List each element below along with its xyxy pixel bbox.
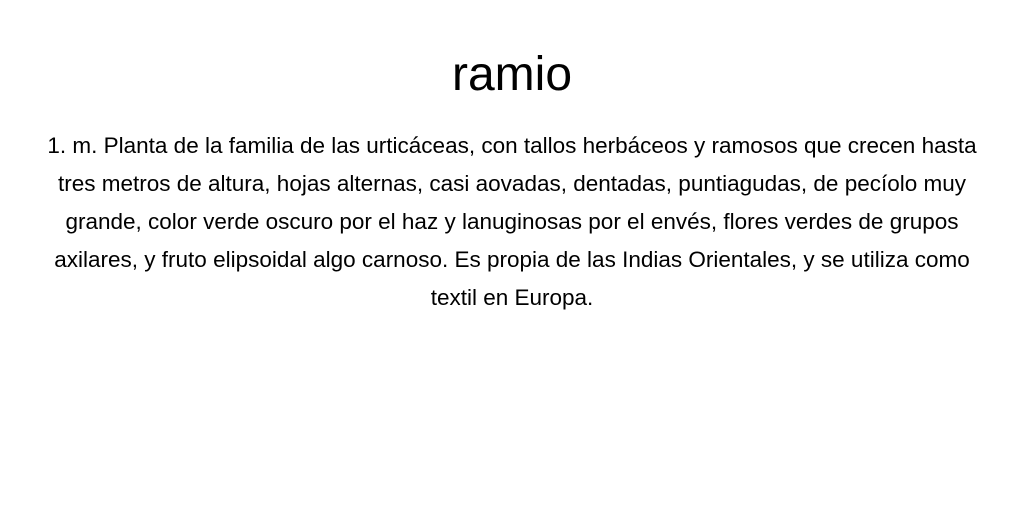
entry-word-title: ramio [451, 48, 573, 101]
entry-definition: 1. m. Planta de la familia de las urticáceas, con tallos herbáceos y ramosos que crecen hasta tres metros de altura, hojas alternas, casi aovadas, dentadas, puntiagudas, de pecíolo muy grande, color verde oscuro por el haz y lanuginosas por el envés, flores verdes de grupos axilares, y fruto elipsoidal algo carnoso. Es propia de las Indias Orientales, y se utiliza como textil en Europa. [47, 133, 977, 310]
